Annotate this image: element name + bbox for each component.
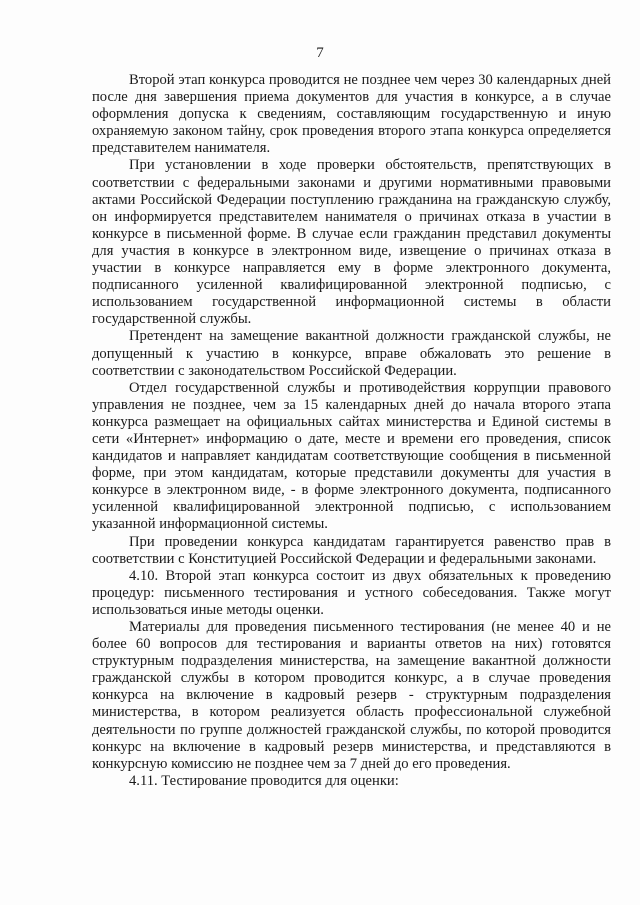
- paragraph-4-11: 4.11. Тестирование проводится для оценки:: [129, 772, 399, 789]
- paragraph-equal-rights: При проведении конкурса кандидатам гарантируется равенство прав в соответствии с Конституцией Российской Федерации и федеральными законами.: [92, 533, 611, 567]
- paragraph-refusal-notification: При установлении в ходе проверки обстоятельств, препятствующих в соответствии с федеральными законами и другими нормативными правовыми актами Российской Федерации поступлению гражданина на гражданскую службу, он информируется представителем нанимателя о причинах отказа в участии в конкурсе в письменной форме. В случае если гражданин представил документы для участия в конкурсе в электронном виде, извещение о причинах отказа в участии в конкурсе направляется ему в форме электронного документа, подписанного усиленной квалифицированной электронной подписью, с использованием государственной информационной системы в области государственной службы.: [92, 157, 611, 328]
- document-body: [92, 72, 611, 790]
- paragraph-publication-notice: Отдел государственной службы и противодействия коррупции правового управления не позднее, чем за 15 календарных дней до начала второго этапа конкурса размещает на официальных сайтах министерства и Единой системы в сети «Интернет» информацию о дате, месте и времени его проведения, список кандидатов и направляет кандидатам соответствующие сообщения в письменной форме, при этом кандидатам, которые представили документы для участия в конкурсе в электронном виде, - в форме электронного документа, подписанного усиленной квалифицированной электронной подписью, с использованием указанной информационной системы.: [92, 379, 611, 533]
- page-number: 7: [316, 45, 324, 61]
- paragraph-4-10: 4.10. Второй этап конкурса состоит из двух обязательных к проведению процедур: письменного тестирования и устного собеседования. Также могут использоваться иные методы оценки.: [92, 567, 611, 618]
- paragraph-second-stage-timing: Второй этап конкурса проводится не позднее чем через 30 календарных дней после дня завершения приема документов для участия в конкурсе, а в случае оформления допуска к сведениям, составляющим государственную и иную охраняемую законом тайну, срок проведения второго этапа конкурса определяется представителем нанимателя.: [92, 72, 611, 157]
- paragraph-appeal-right: Претендент на замещение вакантной должности гражданской службы, не допущенный к участию в конкурсе, вправе обжаловать это решение в соответствии с законодательством Российской Федерации.: [92, 328, 611, 379]
- paragraph-testing-materials: Материалы для проведения письменного тестирования (не менее 40 и не более 60 вопросов для тестирования и варианты ответов на них) готовятся структурным подразделения министерства, на замещение вакантной должности гражданской службы в котором проводится конкурс, а в случае проведения конкурса на включение в кадровый резерв - структурным подразделения министерства, в котором реализуется область профессиональной служебной деятельности по группе должностей гражданской службы, по которой проводится конкурс на включение в кадровый резерв министерства, и представляются в конкурсную комиссию не позднее чем за 7 дней до его проведения.: [92, 619, 611, 772]
